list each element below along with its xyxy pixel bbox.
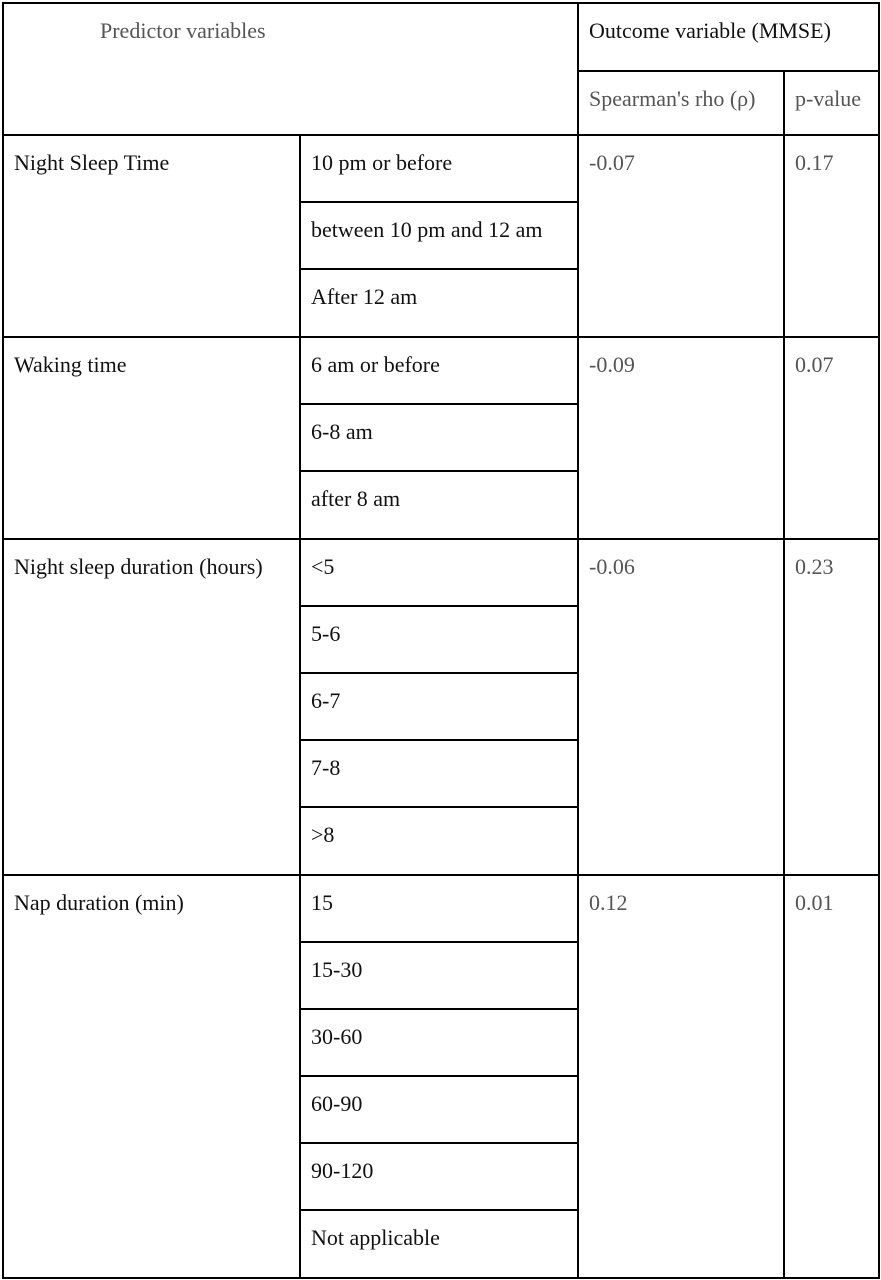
predictor-variable-cell: Night sleep duration (hours) — [3, 539, 300, 875]
outcome-header: Outcome variable (MMSE) — [578, 3, 879, 71]
category-cell: 30-60 — [300, 1009, 578, 1076]
predictor-variable-cell: Night Sleep Time — [3, 135, 300, 337]
category-cell: After 12 am — [300, 269, 578, 337]
category-cell: Not applicable — [300, 1210, 578, 1278]
p-value-cell: 0.17 — [784, 135, 879, 337]
rho-value-cell: -0.09 — [578, 337, 784, 539]
table-row — [3, 539, 879, 606]
p-value-cell: 0.01 — [784, 875, 879, 1278]
predictor-variable-cell: Nap duration (min) — [3, 875, 300, 1278]
table-row — [3, 875, 879, 942]
category-cell: 10 pm or before — [300, 135, 578, 202]
category-cell: 15-30 — [300, 942, 578, 1009]
category-cell: 6-7 — [300, 673, 578, 740]
rho-value-cell: 0.12 — [578, 875, 784, 1278]
p-value-cell: 0.07 — [784, 337, 879, 539]
category-cell: 7-8 — [300, 740, 578, 807]
correlation-table — [2, 2, 880, 1279]
category-cell: 6 am or before — [300, 337, 578, 404]
category-cell: 5-6 — [300, 606, 578, 673]
category-cell: 90-120 — [300, 1143, 578, 1210]
predictor-header: Predictor variables — [3, 3, 578, 135]
rho-value-cell: -0.06 — [578, 539, 784, 875]
header-row — [3, 3, 879, 71]
predictor-variable-cell: Waking time — [3, 337, 300, 539]
rho-header: Spearman's rho (ρ) — [578, 71, 784, 135]
category-cell: between 10 pm and 12 am — [300, 202, 578, 269]
p-value-cell: 0.23 — [784, 539, 879, 875]
category-cell: >8 — [300, 807, 578, 875]
category-cell: after 8 am — [300, 471, 578, 539]
category-cell: 15 — [300, 875, 578, 942]
rho-value-cell: -0.07 — [578, 135, 784, 337]
category-cell: 6-8 am — [300, 404, 578, 471]
pvalue-header: p-value — [784, 71, 879, 135]
table-row — [3, 135, 879, 202]
category-cell: 60-90 — [300, 1076, 578, 1143]
category-cell: <5 — [300, 539, 578, 606]
table-row — [3, 337, 879, 404]
